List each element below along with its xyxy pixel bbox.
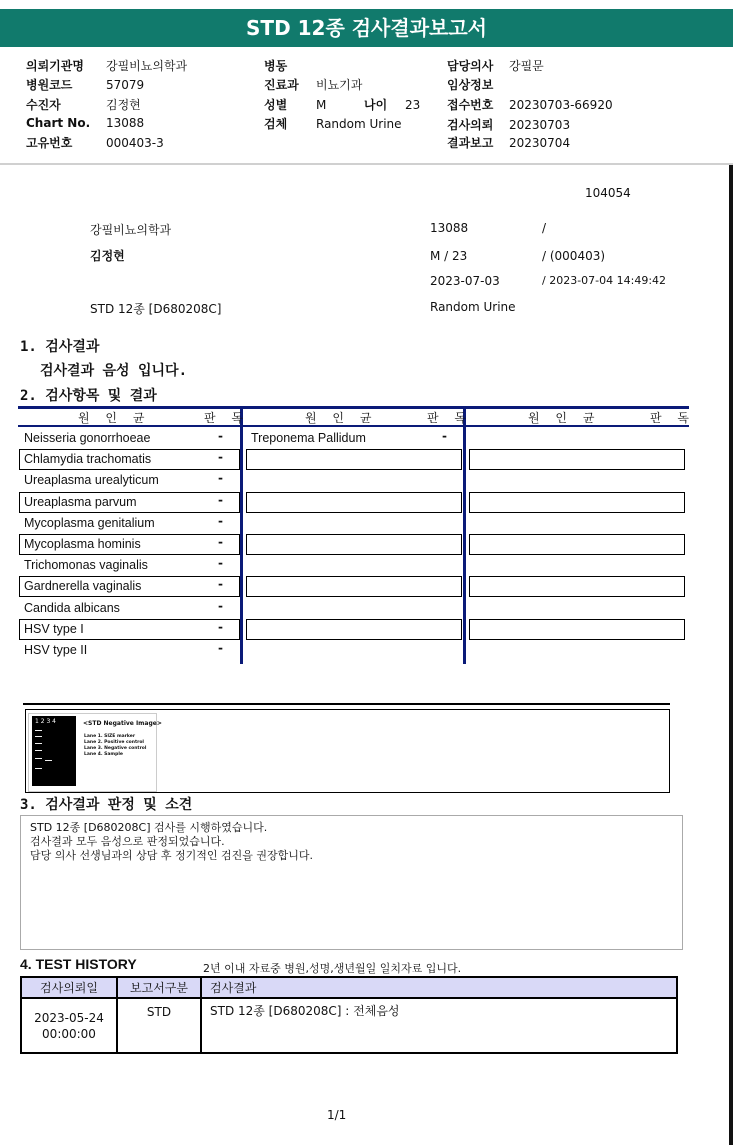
organism-name: Ureaplasma parvum [24, 494, 137, 509]
section-1-title: 1. 검사결과 [20, 339, 100, 355]
header-organism-2: 원 인 균 [305, 411, 378, 425]
image-top-rule [23, 703, 670, 705]
age-label: 나이 [364, 98, 388, 112]
header-result-2: 판 독 [427, 411, 472, 425]
organism-name: Mycoplasma hominis [24, 537, 141, 551]
meta-value: 강필문 [509, 59, 544, 73]
meta-value: 57079 [106, 78, 145, 92]
history-header-type: 보고서구분 [117, 977, 201, 998]
meta-value: Random Urine [316, 117, 402, 131]
header-organism-1: 원 인 균 [78, 411, 151, 425]
meta-value: 13088 [106, 116, 145, 130]
history-type: STD [117, 998, 201, 1053]
gel-lane-label: Lane 2. Positive control [84, 740, 144, 745]
opinion-line: 검사결과 모두 음성으로 판정되었습니다. [30, 835, 225, 848]
history-date [21, 998, 117, 1053]
meta-label: 진료과 [264, 78, 299, 92]
gel-lane-label: Lane 3. Negative control [84, 746, 147, 751]
result-row-box [469, 534, 685, 555]
meta-label: 임상정보 [447, 78, 494, 92]
meta-value: 20230704 [509, 136, 571, 150]
organism-name: HSV type I [24, 621, 84, 636]
meta-value: 000403-3 [106, 136, 164, 150]
section-3-title: 3. 검사결과 판정 및 소견 [20, 797, 193, 813]
result-row-box [19, 449, 240, 470]
section-4-title: 4. TEST HISTORY [20, 956, 137, 972]
sex-age: M / 23 [430, 249, 468, 263]
meta-value: 김정현 [106, 98, 141, 112]
organism-result: - [218, 513, 223, 528]
organism-name: Chlamydia trachomatis [24, 452, 152, 467]
gel-lane-label: Lane 1. SIZE marker [84, 734, 136, 739]
organism-name: Mycoplasma genitalium [24, 515, 155, 530]
result-row-box [246, 534, 462, 555]
page-number: 1/1 [327, 1108, 347, 1122]
meta-field [264, 57, 316, 74]
meta-label: 검사의뢰 [447, 118, 494, 132]
header-result-1: 판 독 [204, 411, 249, 425]
page-edge-bar [729, 165, 733, 1145]
meta-value: 20230703 [509, 118, 571, 132]
history-date-day: 2023-05-24 [34, 1010, 104, 1025]
history-row [21, 998, 677, 1053]
patient-id: / (000403) [542, 249, 606, 263]
organism-result: - [218, 450, 223, 465]
column-divider-1 [240, 406, 243, 664]
result-row-box [19, 492, 240, 513]
meta-label: 고유번호 [26, 136, 73, 150]
report-number: 104054 [585, 186, 631, 200]
meta-label: 병동 [264, 59, 288, 73]
meta-field [447, 76, 509, 93]
report-datetime: / 2023-07-04 14:49:42 [542, 274, 667, 287]
organism-result: - [218, 429, 223, 443]
slash: / [542, 221, 547, 235]
result-row-box [469, 449, 685, 470]
report-title: STD 12종 검사결과보고서 [0, 9, 733, 47]
section-2-title: 2. 검사항목 및 결과 [20, 388, 157, 404]
section-1-result: 검사결과 음성 입니다. [40, 363, 188, 379]
meta-field [447, 96, 613, 113]
organism-result: - [442, 429, 447, 443]
organism-result: - [218, 492, 223, 507]
organism-result: - [218, 535, 223, 549]
organism-name: Treponema Pallidum [251, 431, 366, 445]
result-row-box [469, 576, 685, 597]
meta-label: 담당의사 [447, 59, 494, 73]
meta-value: 비뇨기과 [316, 78, 363, 92]
header-result-3: 판 독 [650, 411, 695, 425]
organism-name: HSV type II [24, 643, 88, 657]
age-value: 23 [405, 98, 421, 112]
meta-field [264, 76, 362, 93]
gel-title: <STD Negative Image> [83, 720, 162, 727]
result-row-box [469, 619, 685, 640]
organism-name: Gardnerella vaginalis [24, 579, 142, 594]
history-result: STD 12종 [D680208C] : 전체음성 [201, 998, 677, 1053]
meta-field [447, 116, 570, 133]
organism-result: - [218, 471, 223, 486]
receipt-date: 2023-07-03 [430, 274, 500, 288]
meta-label: 접수번호 [447, 98, 494, 112]
header-separator [0, 163, 733, 165]
result-row-box [19, 534, 240, 555]
opinion-text [30, 821, 313, 863]
meta-field [26, 96, 141, 113]
result-row-box [246, 449, 462, 470]
meta-field [447, 57, 544, 74]
gel-lane-label: Lane 4. Sample [84, 752, 123, 757]
gel-photo [32, 716, 76, 786]
organism-result: - [218, 641, 223, 655]
organism-name: Neisseria gonorrhoeae [24, 431, 151, 445]
meta-label: 의뢰기관명 [26, 59, 84, 73]
opinion-line: 담당 의사 선생님과의 상담 후 정기적인 검진을 권장합니다. [30, 849, 313, 862]
meta-field [26, 76, 144, 93]
history-header-row [21, 977, 677, 998]
history-header-date: 검사의뢰일 [21, 977, 117, 998]
meta-field [447, 134, 570, 151]
meta-value: 강필비뇨의학과 [106, 59, 188, 73]
meta-field [26, 57, 187, 74]
organism-name: Ureaplasma urealyticum [24, 473, 159, 488]
result-row-box [246, 492, 462, 513]
history-date-time: 00:00:00 [42, 1026, 96, 1041]
meta-label: 결과보고 [447, 136, 494, 150]
patient-name: 김정현 [90, 249, 125, 263]
meta-value: 20230703-66920 [509, 98, 613, 112]
result-row-box [469, 492, 685, 513]
history-header-result: 검사결과 [201, 977, 677, 998]
opinion-box [20, 815, 683, 950]
result-row-box [246, 576, 462, 597]
organism-result: - [218, 556, 223, 571]
chart-number: 13088 [430, 221, 469, 235]
meta-field [26, 134, 164, 151]
result-row-box [246, 619, 462, 640]
opinion-line: STD 12종 [D680208C] 검사를 시행하였습니다. [30, 821, 268, 834]
meta-value: M [316, 98, 327, 112]
meta-field [26, 116, 144, 130]
meta-label: 성별 [264, 98, 288, 112]
column-divider-2 [463, 406, 466, 664]
clinic-name: 강필비뇨의학과 [90, 223, 172, 237]
organism-name: Trichomonas vaginalis [24, 558, 148, 573]
result-row-box [19, 576, 240, 597]
header-organism-3: 원 인 균 [528, 411, 601, 425]
organism-result: - [218, 598, 223, 613]
meta-label: 수진자 [26, 98, 61, 112]
meta-label: Chart No. [26, 116, 91, 130]
organism-result: - [218, 577, 223, 592]
organism-name: Candida albicans [24, 600, 120, 615]
meta-label: 검체 [264, 117, 288, 131]
result-row-box [19, 619, 240, 640]
history-note: 2년 이내 자료중 병원,성명,생년월일 일치자료 입니다. [203, 962, 462, 975]
specimen: Random Urine [430, 300, 516, 314]
meta-field [264, 115, 402, 132]
organism-result: - [218, 619, 223, 634]
test-name: STD 12종 [D680208C] [90, 302, 222, 316]
meta-field [264, 96, 326, 113]
gel-lane-numbers: 1 2 3 4 [35, 718, 56, 725]
age-field [364, 96, 420, 113]
meta-label: 병원코드 [26, 78, 73, 92]
history-table [20, 976, 678, 1054]
